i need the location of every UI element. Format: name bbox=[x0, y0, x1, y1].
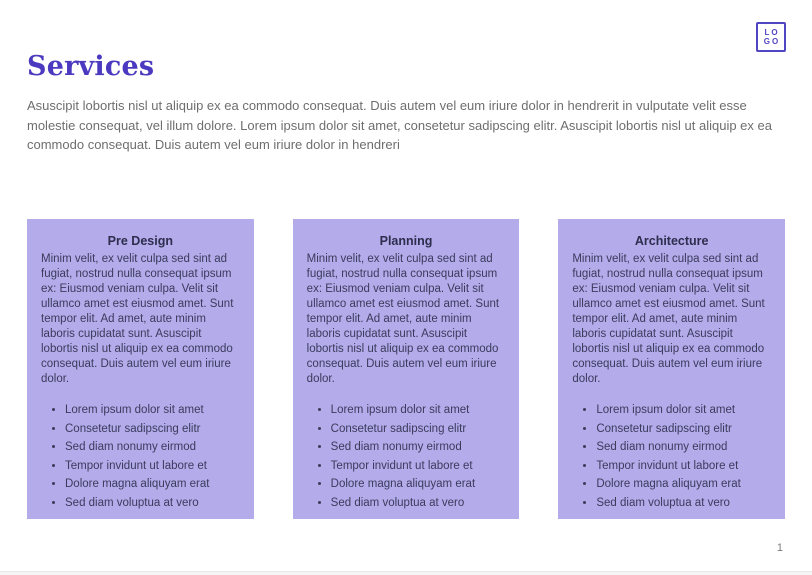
bullet-item: • Dolore magna aliquyam erat bbox=[596, 477, 771, 492]
page-bottom-edge bbox=[0, 571, 812, 575]
logo-text-top: LO bbox=[764, 28, 780, 37]
bullet-item: • Consetetur sadipscing elitr bbox=[65, 422, 240, 437]
bullet-item: • Sed diam nonumy eirmod bbox=[65, 440, 240, 455]
bullet-item: • Sed diam nonumy eirmod bbox=[596, 440, 771, 455]
bullet-item: • Tempor invidunt ut labore et bbox=[331, 459, 506, 474]
page-number: 1 bbox=[776, 542, 783, 554]
bullet-item: • Dolore magna aliquyam erat bbox=[331, 477, 506, 492]
bullet-item: • Lorem ipsum dolor sit amet bbox=[65, 403, 240, 418]
card-title: Architecture bbox=[634, 234, 709, 248]
card-title: Planning bbox=[379, 234, 433, 248]
card-bullet-list bbox=[307, 403, 506, 510]
service-card-planning bbox=[293, 219, 520, 519]
logo bbox=[756, 22, 786, 52]
card-body: Minim velit, ex velit culpa sed sint ad fugiat, nostrud nulla consequat ipsum ex: Eiusmod veniam culpa. Velit sit ullamco amet est eiusmod amet. Sunt tempor elit. Ad amet, aute minim laboris cupidatat sunt. Asuscipit lobortis nisl ut aliquip ex ea commodo consequat. Duis autem vel eum iriure dolor. bbox=[306, 253, 500, 385]
bullet-item: • Sed diam voluptua at vero bbox=[596, 496, 771, 511]
bullet-item: • Sed diam voluptua at vero bbox=[331, 496, 506, 511]
card-bullet-list bbox=[572, 403, 771, 510]
card-bullet-list bbox=[41, 403, 240, 510]
intro-paragraph: Asuscipit lobortis nisl ut aliquip ex ea commodo consequat. Duis autem vel eum iriure dolor in hendrerit in vulputate velit esse molestie consequat, vel illum dolore. Lorem ipsum dolor sit amet, consetetur sadipscing elitr. Asuscipit lobortis nisl ut aliquip ex ea commodo consequat. Duis autem vel eum iriure dolor in hendreri bbox=[27, 98, 772, 152]
bullet-item: • Lorem ipsum dolor sit amet bbox=[331, 403, 506, 418]
page-content bbox=[0, 0, 812, 155]
bullet-item: • Consetetur sadipscing elitr bbox=[596, 422, 771, 437]
bullet-item: • Lorem ipsum dolor sit amet bbox=[596, 403, 771, 418]
card-title: Pre Design bbox=[107, 234, 173, 248]
bullet-item: • Sed diam voluptua at vero bbox=[65, 496, 240, 511]
bullet-item: • Sed diam nonumy eirmod bbox=[331, 440, 506, 455]
bullet-item: • Dolore magna aliquyam erat bbox=[65, 477, 240, 492]
bullet-item: • Consetetur sadipscing elitr bbox=[331, 422, 506, 437]
card-body: Minim velit, ex velit culpa sed sint ad fugiat, nostrud nulla consequat ipsum ex: Eiusmod veniam culpa. Velit sit ullamco amet est eiusmod amet. Sunt tempor elit. Ad amet, aute minim laboris cupidatat sunt. Asuscipit lobortis nisl ut aliquip ex ea commodo consequat. Duis autem vel eum iriure dolor. bbox=[41, 253, 234, 385]
service-card-pre-design bbox=[27, 219, 254, 519]
logo-text-bottom: GO bbox=[763, 37, 781, 46]
page-title: Services bbox=[27, 51, 155, 82]
service-card-architecture bbox=[558, 219, 785, 519]
card-body: Minim velit, ex velit culpa sed sint ad fugiat, nostrud nulla consequat ipsum ex: Eiusmod veniam culpa. Velit sit ullamco amet est eiusmod amet. Sunt tempor elit. Ad amet, aute minim laboris cupidatat sunt. Asuscipit lobortis nisl ut aliquip ex ea commodo consequat. Duis autem vel eum iriure dolor. bbox=[572, 253, 765, 385]
bullet-item: • Tempor invidunt ut labore et bbox=[65, 459, 240, 474]
service-cards-row bbox=[27, 219, 785, 519]
bullet-item: • Tempor invidunt ut labore et bbox=[596, 459, 771, 474]
